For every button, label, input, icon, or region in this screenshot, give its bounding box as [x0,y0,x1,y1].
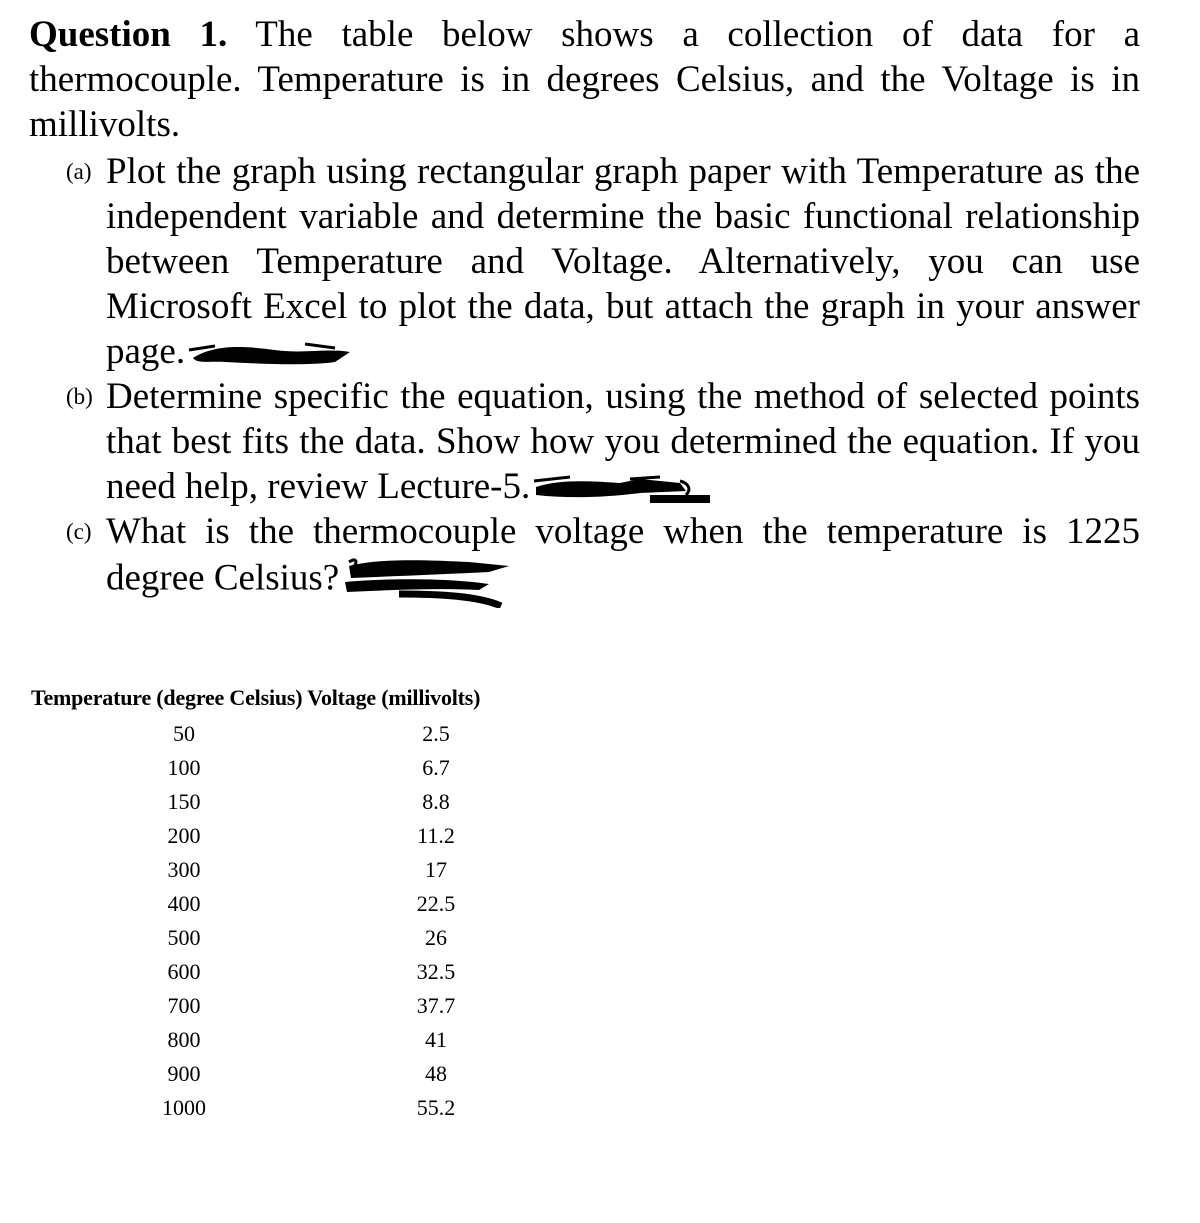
temperature-cell: 800 [167,1027,201,1052]
voltage-cell: 37.7 [416,993,456,1018]
part-b-text: Determine specific the equation, using the method of selected points that best fits the data. Show how you determined the equation. If you need help, review Lecture-5. [106,376,1140,507]
table-row [31,887,480,921]
table-row [31,717,480,751]
data-table [31,681,480,1125]
temperature-cell: 700 [167,993,201,1018]
redaction-mark [339,554,519,608]
temperature-cell: 500 [167,925,201,950]
part-b [60,374,1140,509]
question-parts [60,149,1140,608]
part-c [60,509,1140,608]
part-c-text: What is the thermocouple voltage when the temperature is 1225 degree Celsius? [106,511,1140,599]
table-row [31,853,480,887]
redaction-mark [530,473,720,507]
voltage-cell: 26 [425,925,447,950]
voltage-cell: 8.8 [422,789,450,814]
voltage-cell: 2.5 [422,721,450,746]
part-a [60,149,1140,374]
table-row [31,1023,480,1057]
temperature-cell: 200 [167,823,201,848]
table-body [31,717,480,1125]
table-header: Temperature (degree Celsius) Voltage (millivolts) [31,685,481,710]
table-row [31,989,480,1023]
table-row [31,921,480,955]
part-a-text: Plot the graph using rectangular graph paper with Temperature as the independent variable and determine the basic functional relationship between Temperature and Voltage. Alternatively, you can use Microsoft Excel to plot the data, but attach the graph in your answer page. [106,151,1140,372]
voltage-cell: 11.2 [417,823,455,848]
voltage-cell: 55.2 [416,1095,456,1120]
temperature-cell: 100 [167,755,201,780]
temperature-cell: 1000 [162,1095,206,1120]
question-intro [29,12,1140,147]
temperature-cell: 600 [167,959,201,984]
question-label: Question 1. [29,14,228,55]
voltage-cell: 32.5 [416,959,456,984]
part-c-marker: (c) [66,519,92,544]
table-row [31,819,480,853]
temperature-cell: 400 [167,891,201,916]
temperature-cell: 300 [167,857,201,882]
table-row [31,955,480,989]
voltage-cell: 41 [425,1027,447,1052]
voltage-cell: 22.5 [416,891,456,916]
voltage-cell: 6.7 [422,755,450,780]
voltage-cell: 48 [425,1061,447,1086]
part-a-marker: (a) [66,159,92,184]
table-row [31,1057,480,1091]
part-b-marker: (b) [66,384,93,409]
temperature-cell: 50 [173,721,195,746]
temperature-cell: 150 [167,789,201,814]
redaction-mark [185,340,355,370]
temperature-cell: 900 [167,1061,201,1086]
voltage-cell: 17 [425,857,447,882]
table-row [31,785,480,819]
table-row [31,1091,480,1125]
table-row [31,751,480,785]
question-intro-text: The table below shows a collection of data for a thermocouple. Temperature is in degrees Celsius, and the Voltage is in millivolts. [29,14,1140,145]
